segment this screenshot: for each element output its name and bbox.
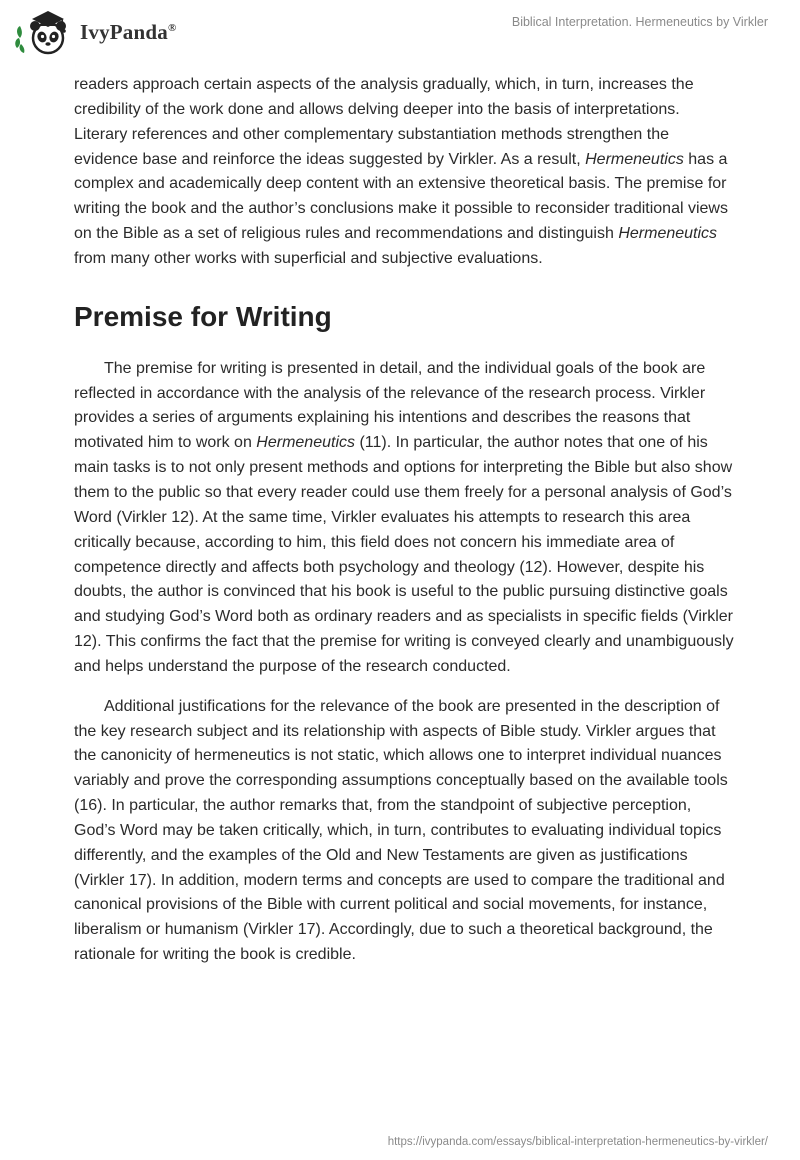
logo-wordmark: IvyPanda® — [80, 19, 177, 44]
paragraph-justifications: Additional justifications for the relevance of the book are presented in the description of the key research subject and its relationship with aspects of Bible study. Virkler argues that the canonicity of hermeneutics is not static, which allows one to interpret individual nuances variably and prove the corresponding assumptions conceptually based on the available tools (16). In particular, the author remarks that, from the standpoint of subjective perception, God’s Word may be taken critically, which, in turn, contributes to evaluating individual topics differently, and the examples of the Old and New Testaments are given as justifications (Virkler 17). In addition, modern terms and concepts are used to compare the traditional and canonical provisions of the Bible with current political and social movements, for instance, liberalism or humanism (Virkler 17). Accordingly, due to such a theoretical background, the rationale for writing the book is credible. — [74, 697, 728, 964]
page-header — [0, 0, 800, 70]
panda-graduation-cap-icon — [14, 8, 76, 56]
ivypanda-logo[interactable] — [14, 8, 176, 56]
source-url[interactable]: https://ivypanda.com/essays/biblical-interpretation-hermeneutics-by-virkler/ — [387, 1136, 768, 1148]
essay-body — [74, 73, 734, 968]
paragraph-premise: The premise for writing is presented in detail, and the individual goals of the book are reflected in accordance with the analysis of the relevance of the research process. Virkler provides a series of arguments explaining his intentions and describes the reasons that motivated him to work on Hermeneutics (11). In particular, the author notes that one of his main tasks is to not only present methods and options for interpreting the Bible but also show them to the public so that every reader could use them freely for a personal analysis of God’s Word (Virkler 12). At the same time, Virkler evaluates his attempts to research this area critically because, according to him, this field does not concern his immediate area of competence directly and affects both psychology and theology (12). However, despite his doubts, the author is convinced that his book is useful to the public pursuing distinctive goals and studying God’s Word both as ordinary readers and as specialists in specific fields (Virkler 12). This confirms the fact that the premise for writing is conveyed clearly and unambiguously and helps understand the purpose of the research conducted. — [74, 359, 734, 675]
paragraph-intro-continuation: readers approach certain aspects of the analysis gradually, which, in turn, increases the credibility of the work done and allows delving deeper into the basis of interpretations. Literary references and other complementary substantiation methods strengthen the evidence base and reinforce the ideas suggested by Virkler. As a result, Hermeneutics has a complex and academically deep content with an extensive theoretical basis. The premise for writing the book and the author’s conclusions make it possible to reconsider traditional views on the Bible as a set of religious rules and recommendations and distinguish Hermeneutics from many other works with superficial and subjective evaluations. — [74, 76, 728, 267]
section-heading: Premise for Writing — [74, 300, 332, 332]
document-title: Biblical Interpretation. Hermeneutics by Virkler — [511, 15, 768, 29]
